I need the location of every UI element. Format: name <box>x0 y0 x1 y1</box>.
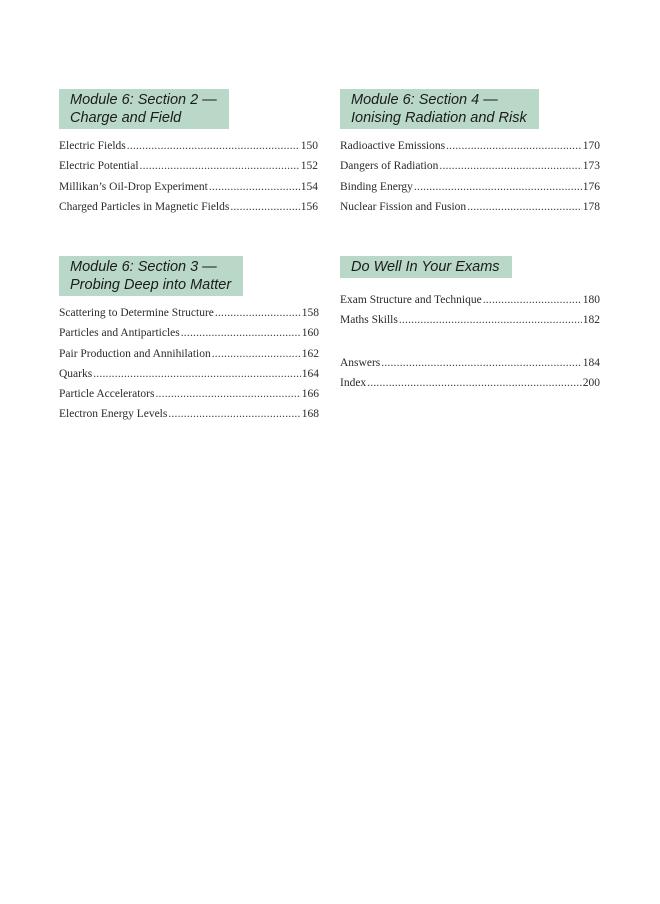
toc-entry-page: 154 <box>300 180 318 193</box>
section-header <box>340 256 512 278</box>
toc-entry-page: 156 <box>300 200 318 213</box>
toc-entry[interactable] <box>59 303 319 323</box>
toc-entry-title: Particle Accelerators <box>59 388 155 401</box>
toc-entry-index[interactable] <box>340 373 600 393</box>
dot-leader <box>483 290 582 310</box>
toc-entry-title: Electric Fields <box>59 140 126 152</box>
dot-leader <box>127 136 300 156</box>
dot-leader <box>212 344 301 364</box>
toc-entry-title: Exam Structure and Technique <box>340 294 482 306</box>
toc-entry[interactable] <box>340 197 600 217</box>
toc-entry-title: Index <box>340 376 367 389</box>
dot-leader <box>446 136 582 156</box>
toc-entry-title: Maths Skills <box>340 314 398 327</box>
toc-section-module6-section2 <box>59 89 318 217</box>
toc-entry[interactable] <box>59 344 319 364</box>
toc-entry-title: Quarks <box>59 367 93 380</box>
toc-entry-page: 160 <box>301 327 319 340</box>
section-header <box>59 89 229 129</box>
toc-entry-page: 158 <box>301 307 319 319</box>
toc-entry-title: Radioactive Emissions <box>340 140 446 152</box>
dot-leader <box>381 353 582 373</box>
toc-entry[interactable] <box>59 156 318 176</box>
dot-leader <box>467 197 582 217</box>
toc-entry-page: 178 <box>582 200 600 213</box>
toc-entry[interactable] <box>340 290 600 310</box>
toc-entry-title: Particles and Antiparticles <box>59 327 180 340</box>
dot-leader <box>230 197 299 217</box>
dot-leader <box>168 404 300 424</box>
toc-entry-page: 168 <box>301 408 319 421</box>
dot-leader <box>439 156 581 176</box>
toc-entry-page: 176 <box>582 180 600 193</box>
toc-entry[interactable] <box>340 136 600 156</box>
section-header-line-2: Ionising Radiation and Risk <box>351 110 527 126</box>
toc-entry[interactable] <box>59 177 318 197</box>
section-header <box>59 256 243 296</box>
toc-entry-page: 180 <box>582 294 600 306</box>
section-header-line-1: Module 6: Section 3 — <box>70 259 217 275</box>
section-header <box>340 89 539 129</box>
toc-entry-page: 182 <box>582 314 600 327</box>
toc-entry-page: 166 <box>301 388 319 401</box>
dot-leader <box>155 384 300 404</box>
toc-section-module6-section3 <box>59 256 319 425</box>
toc-entry-title: Answers <box>340 356 381 369</box>
toc-entry[interactable] <box>59 197 318 217</box>
toc-entry-page: 184 <box>582 356 600 369</box>
toc-entry[interactable] <box>59 323 319 343</box>
dot-leader <box>93 364 301 384</box>
toc-entry-title: Pair Production and Annihilation <box>59 347 211 360</box>
section-header-line-1: Module 6: Section 2 — <box>70 92 217 108</box>
toc-entry-list <box>59 303 319 425</box>
toc-entry-page: 170 <box>582 140 600 152</box>
toc-entry[interactable] <box>59 136 318 156</box>
toc-entry-title: Dangers of Radiation <box>340 160 439 173</box>
toc-entry-title: Nuclear Fission and Fusion <box>340 200 467 213</box>
toc-entry-page: 164 <box>301 367 319 380</box>
toc-entry-list <box>340 136 600 217</box>
toc-entry-title: Charged Particles in Magnetic Fields <box>59 200 230 213</box>
toc-entry-page: 200 <box>582 376 600 389</box>
toc-entry-page: 152 <box>300 160 318 173</box>
toc-entry-title: Millikan’s Oil-Drop Experiment <box>59 180 208 193</box>
toc-entry[interactable] <box>340 156 600 176</box>
toc-entry[interactable] <box>59 384 319 404</box>
dot-leader <box>414 177 582 197</box>
toc-entry-page: 173 <box>582 160 600 173</box>
toc-entry-title: Binding Energy <box>340 180 413 193</box>
toc-entry-page: 150 <box>300 140 318 152</box>
dot-leader <box>209 177 300 197</box>
toc-entry-page: 162 <box>301 347 319 360</box>
dot-leader <box>140 156 300 176</box>
dot-leader <box>367 373 582 393</box>
toc-entry[interactable] <box>59 404 319 424</box>
toc-entry-title: Electron Energy Levels <box>59 408 168 421</box>
spacer <box>340 331 600 353</box>
toc-entry-title: Scattering to Determine Structure <box>59 307 214 319</box>
section-header-line-1: Module 6: Section 4 — <box>351 92 498 108</box>
section-header-line-1: Do Well In Your Exams <box>351 259 500 275</box>
toc-entry[interactable] <box>59 364 319 384</box>
section-header-line-2: Probing Deep into Matter <box>70 277 232 293</box>
toc-entry-list <box>59 136 318 217</box>
toc-entry-list <box>340 290 600 393</box>
toc-entry-answers[interactable] <box>340 353 600 373</box>
section-header-line-2: Charge and Field <box>70 110 182 126</box>
dot-leader <box>215 303 301 323</box>
toc-entry[interactable] <box>340 177 600 197</box>
toc-entry[interactable] <box>340 310 600 330</box>
toc-entry-title: Electric Potential <box>59 160 139 173</box>
dot-leader <box>399 310 582 330</box>
toc-section-exams <box>340 256 600 393</box>
toc-section-module6-section4 <box>340 89 600 217</box>
dot-leader <box>181 323 301 343</box>
